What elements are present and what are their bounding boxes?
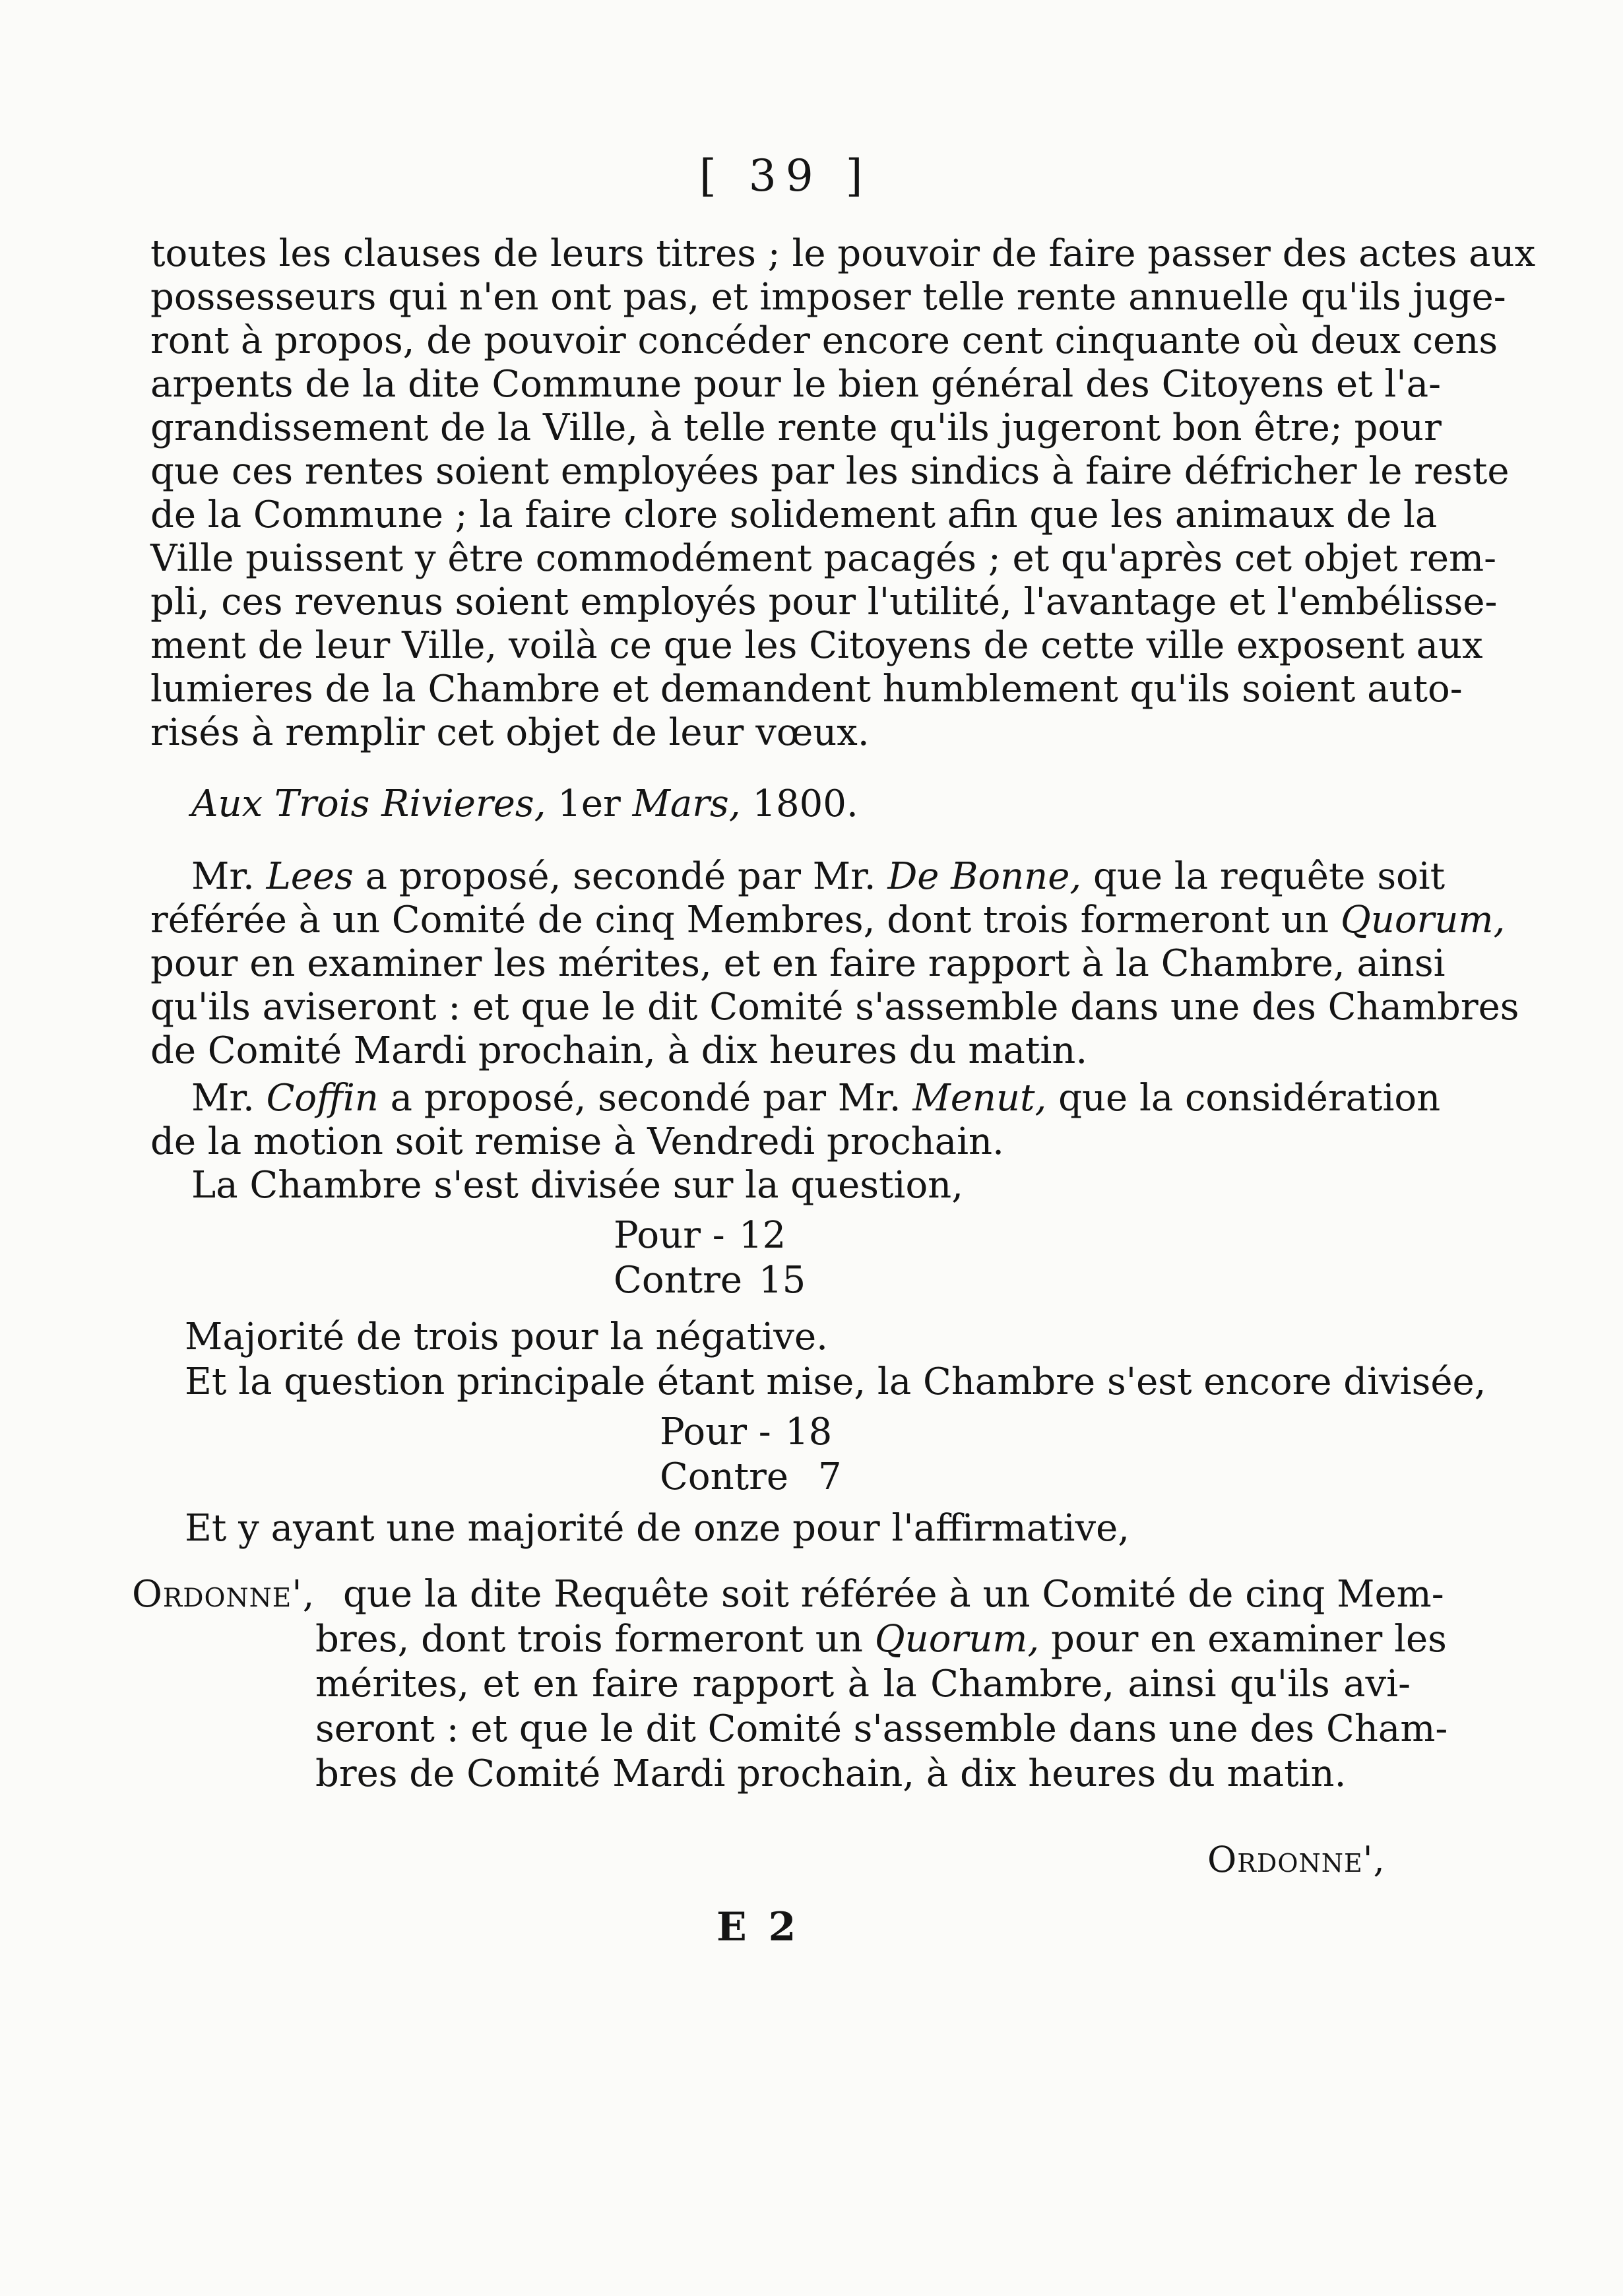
member-name: Lees [266,855,354,898]
division-result: Et y ayant une majorité de onze pour l'affirmative, [185,1507,1130,1550]
member-name: Coffin [266,1077,379,1120]
quorum-term: Quorum, [1340,899,1506,941]
text-line: toutes les clauses de leurs titres ; le pouvoir de faire passer des actes aux [150,232,1536,275]
text-line: bres de Comité Mardi prochain, à dix heures du matin. [315,1752,1347,1795]
catchword: Ordonne', [1207,1839,1385,1880]
text-line: pli, ces revenus soient employés pour l'utilité, l'avantage et l'embélisse- [150,581,1498,623]
dateline-year: 1800. [752,782,858,825]
dateline-day: 1er [557,782,621,825]
text-line: ront à propos, de pouvoir concéder encore cent cinquante où deux cens [150,319,1498,362]
vote-pour-count: 18 [785,1411,833,1453]
text-line: de Comité Mardi prochain, à dix heures du matin. [150,1029,1088,1072]
dateline-place: Aux Trois Rivieres, [191,782,546,825]
vote-pour: Pour - 18 [660,1411,833,1453]
vote-contre: Contre 15 [614,1259,806,1302]
text-line: qu'ils aviseront : et que le dit Comité s'assemble dans une des Chambres [150,986,1519,1029]
text-line: arpents de la dite Commune pour le bien général des Citoyens et l'a- [150,363,1442,406]
text-line: pour en examiner les mérites, et en faire rapport à la Chambre, ainsi [150,942,1446,985]
signature-mark: E 2 [716,1904,800,1950]
vote-contre-count: 7 [818,1455,842,1498]
page-number: [ 39 ] [699,150,872,201]
text-line: que la dite Requête soit référée à un Comité de cinq Mem- [343,1573,1444,1616]
vote-pour-count: 12 [739,1214,786,1257]
dateline [191,782,858,826]
member-name: De Bonne, [887,855,1082,898]
member-name: Menut, [912,1077,1047,1120]
vote-contre: Contre 7 [660,1455,842,1498]
text-line: grandissement de la Ville, à telle rente qu'ils jugeront bon être; pour [150,406,1442,449]
text-line: référée à un Comité de cinq Membres, dont trois formeront un Quorum, [150,899,1506,941]
order-keyword: Ordonne', [132,1573,315,1616]
text-line: bres, dont trois formeront un Quorum, pour en examiner les [315,1618,1447,1661]
text-line: que ces rentes soient employées par les sindics à faire défricher le reste [150,450,1510,493]
division-result: Majorité de trois pour la négative. [185,1316,828,1358]
text-line: possesseurs qui n'en ont pas, et imposer telle rente annuelle qu'ils juge- [150,276,1506,319]
division-intro: La Chambre s'est divisée sur la question, [191,1164,964,1207]
text-line: Mr. Lees a proposé, secondé par Mr. De Bonne, que la requête soit [191,855,1446,898]
text-line: seront : et que le dit Comité s'assemble dans une des Cham- [315,1707,1448,1750]
text-line: risés à remplir cet objet de leur vœux. [150,711,870,754]
vote-contre-count: 15 [759,1259,806,1302]
text-line: lumieres de la Chambre et demandent humblement qu'ils soient auto- [150,668,1463,711]
quorum-term: Quorum, [874,1618,1040,1661]
text-line: ment de leur Ville, voilà ce que les Citoyens de cette ville exposent aux [150,624,1483,667]
text-line: Ville puissent y être commodément pacagés ; et qu'après cet objet rem- [150,537,1497,580]
text-line: Mr. Coffin a proposé, secondé par Mr. Menut, que la considération [191,1077,1441,1120]
division-intro: Et la question principale étant mise, la Chambre s'est encore divisée, [185,1360,1486,1403]
text-line: de la motion soit remise à Vendredi prochain. [150,1120,1004,1163]
vote-pour: Pour - 12 [614,1214,786,1257]
text-line: de la Commune ; la faire clore solidement afin que les animaux de la [150,494,1438,536]
text-line: mérites, et en faire rapport à la Chambre, ainsi qu'ils avi- [315,1663,1411,1706]
dateline-month: Mars, [632,782,741,825]
